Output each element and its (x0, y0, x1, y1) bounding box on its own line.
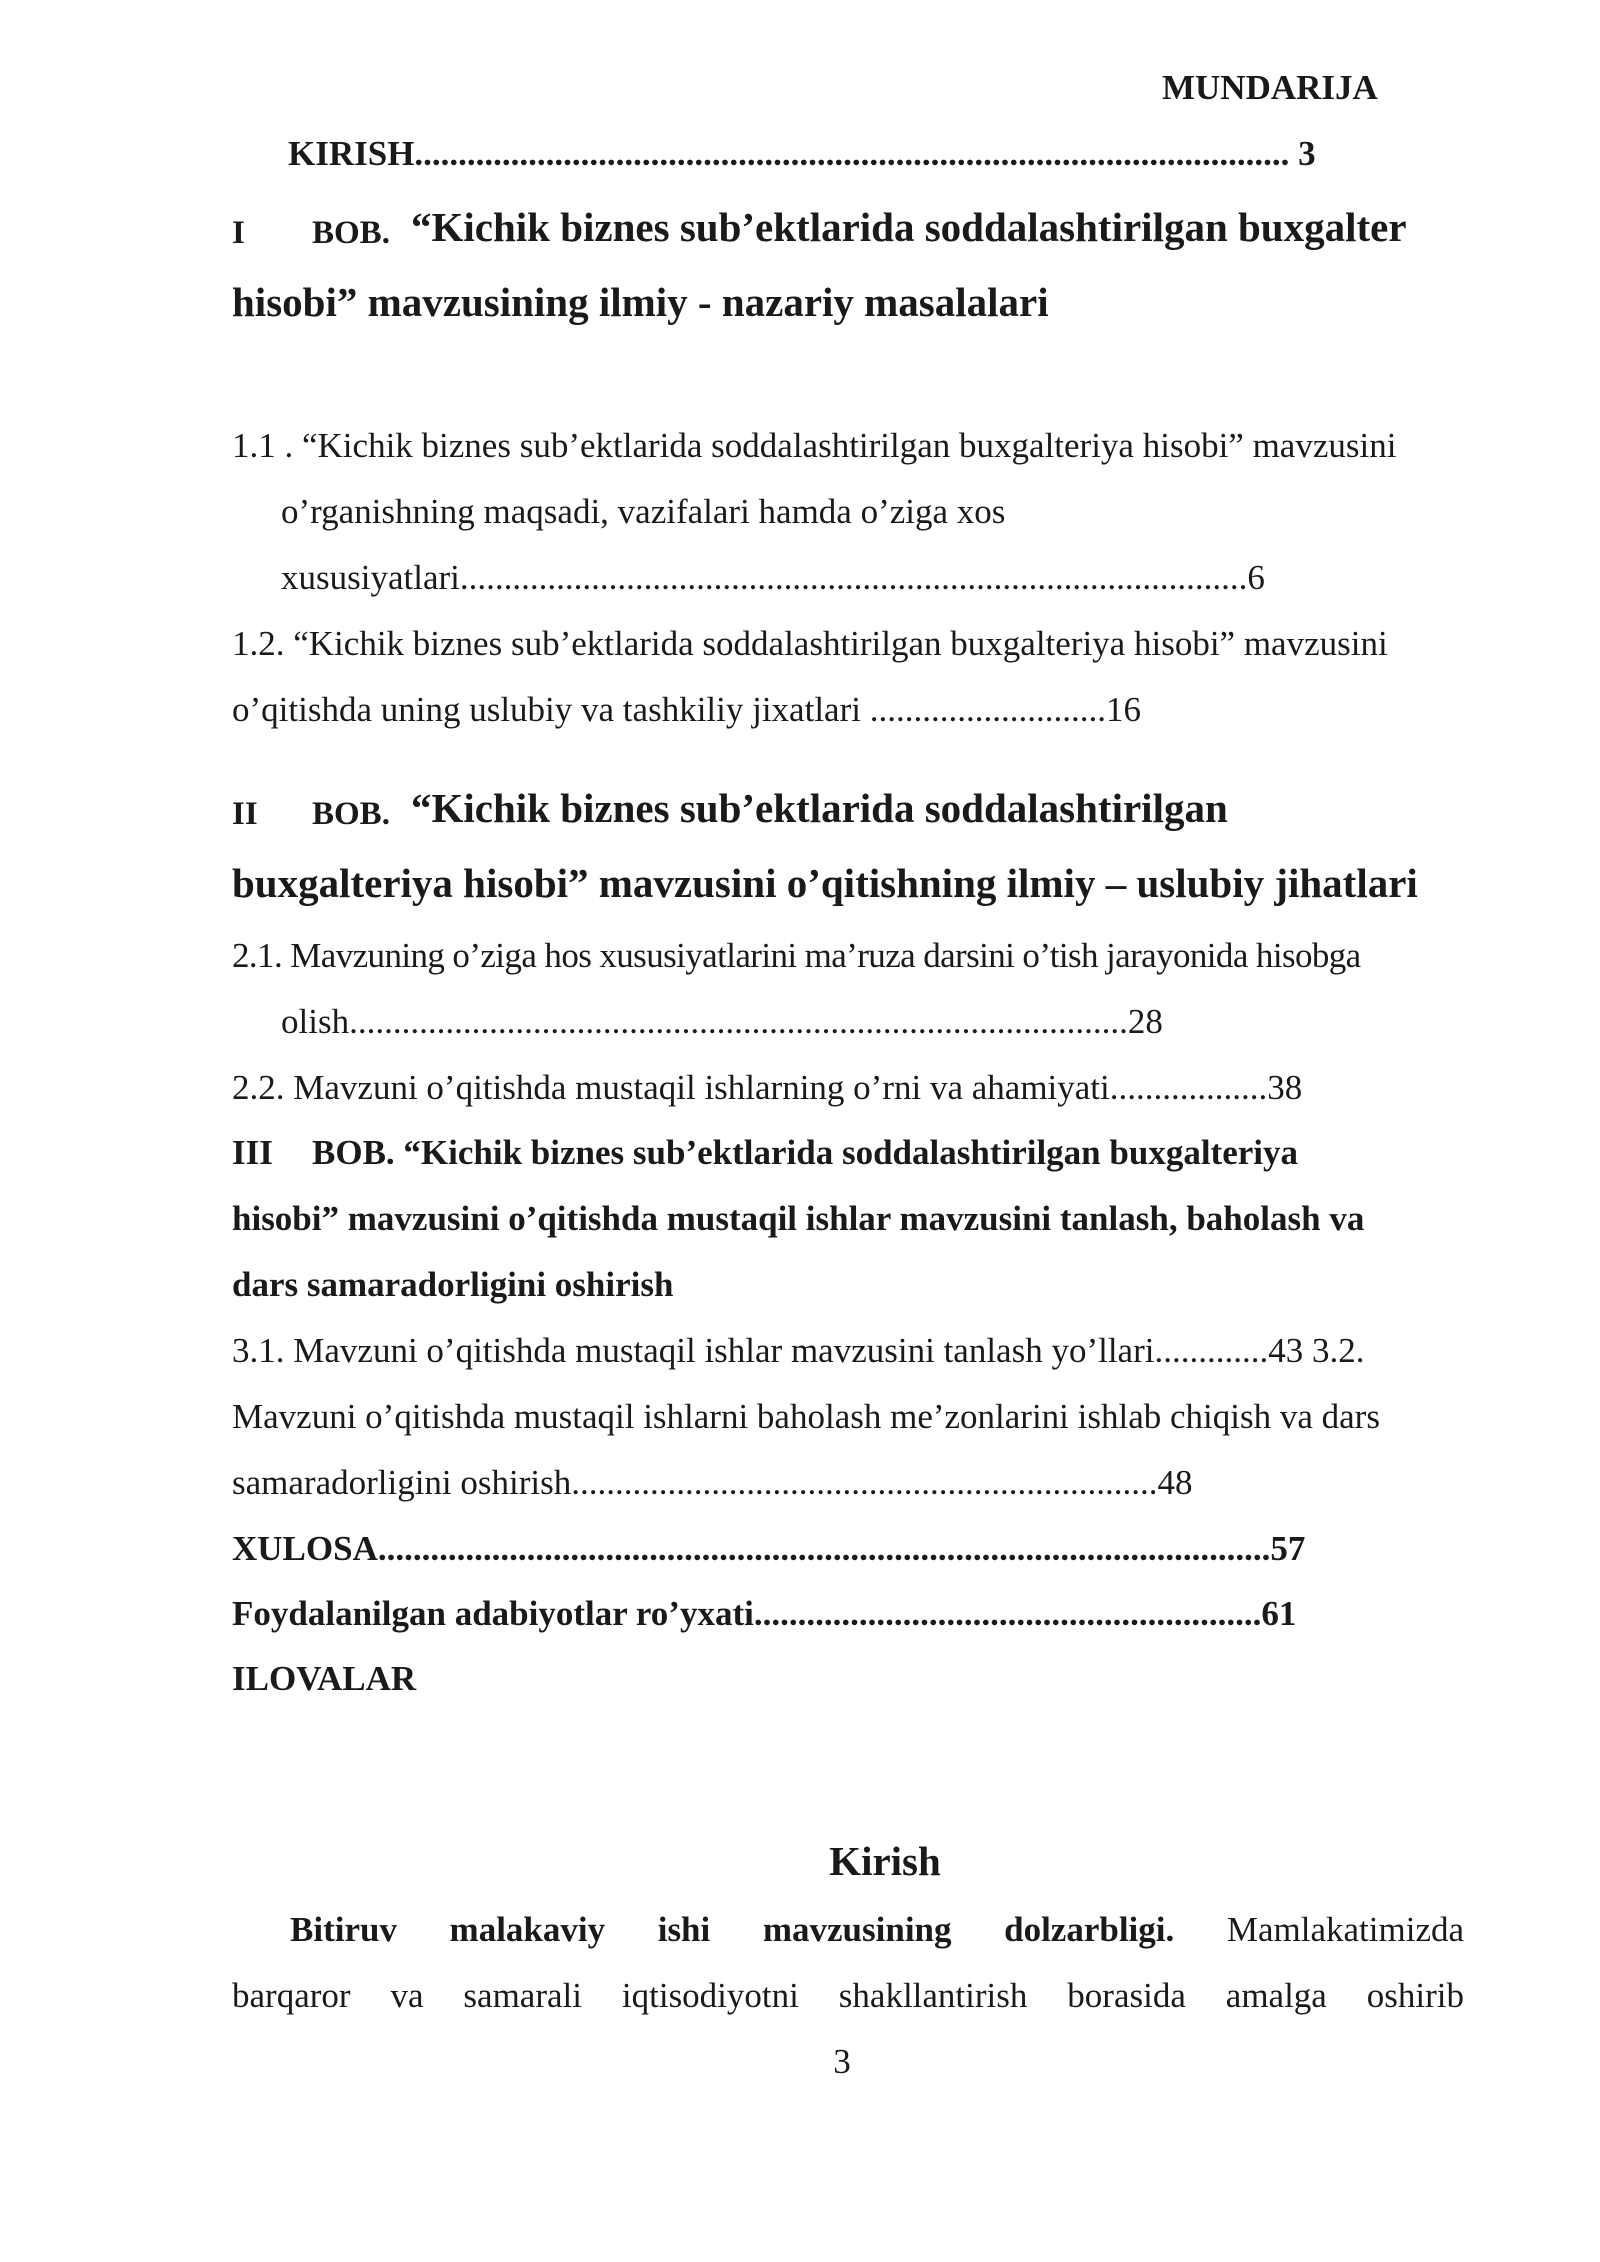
introduction-paragraph-line-1 (290, 1908, 1464, 1952)
chapter-3-title-line-3[interactable]: dars samaradorligini oshirish (232, 1265, 674, 1304)
introduction-paragraph-line-2: barqaror va samarali iqtisodiyotni shakllantirish borasida amalga oshirib (232, 1976, 1464, 2015)
relevance-heading: Bitiruv malakaviy ishi mavzusining dolzarbligi. (290, 1910, 1175, 1949)
introduction-title: Kirish (829, 1838, 941, 1884)
toc-entry-1-1-line-3[interactable]: xususiyatlari..........................................................................................6 (281, 558, 1265, 597)
toc-entry-1-2-line-1[interactable]: 1.2. “Kichik biznes sub’ektlarida soddalashtirilgan buxgalteriya hisobi” mavzusini (232, 624, 1388, 663)
toc-entry-2-1-line-2[interactable]: olish.........................................................................................28 (281, 1002, 1163, 1041)
toc-entry-1-1-line-1[interactable]: 1.1 . “Kichik biznes sub’ektlarida soddalashtirilgan buxgalteriya hisobi” mavzusini (232, 426, 1397, 465)
chapter-3-title-line-2[interactable]: hisobi” mavzusini o’qitishda mustaqil ishlar mavzusini tanlash, baholash va (232, 1199, 1365, 1238)
toc-entry-conclusion[interactable]: XULOSA......................................................................................................57 (232, 1529, 1306, 1568)
chapter-1-title-line-1[interactable]: “Kichik biznes sub’ektlarida soddalashtirilgan buxgalter (411, 204, 1407, 250)
chapter-1-title-line-2[interactable]: hisobi” mavzusining ilmiy - nazariy masalalari (232, 279, 1049, 325)
chapter-3-number: III (232, 1133, 273, 1172)
chapter-2-title-line-2[interactable]: buxgalteriya hisobi” mavzusini o’qitishning ilmiy – uslubiy jihatlari (232, 860, 1418, 906)
toc-entry-2-2[interactable]: 2.2. Mavzuni o’qitishda mustaqil ishlarning o’rni va ahamiyati..................38 (232, 1068, 1303, 1107)
toc-entry-appendices[interactable]: ILOVALAR (232, 1659, 417, 1698)
chapter-1-number: I (232, 215, 245, 251)
page-number: 3 (833, 2042, 851, 2081)
toc-entry-1-1-line-2[interactable]: o’rganishning maqsadi, vazifalari hamda o’ziga xos (281, 492, 1006, 531)
toc-entry-references[interactable]: Foydalanilgan adabiyotlar ro’yxati..........................................................61 (232, 1594, 1297, 1633)
toc-heading: MUNDARIJA (1162, 68, 1378, 107)
toc-entry-3-1-line-2[interactable]: Mavzuni o’qitishda mustaqil ishlarni baholash me’zonlarini ishlab chiqish va dars (232, 1397, 1380, 1436)
chapter-3-title-line-1[interactable]: BOB. “Kichik biznes sub’ektlarida soddalashtirilgan buxgalteriya (312, 1133, 1298, 1172)
paragraph-text: Mamlakatimizda (1226, 1910, 1465, 1949)
toc-entry-2-1-line-1[interactable]: 2.1. Mavzuning o’ziga hos xususiyatlarini ma’ruza darsini o’tish jarayonida hisobga (232, 936, 1361, 975)
chapter-2-bob-label: BOB. (312, 796, 390, 832)
chapter-2-number: II (232, 796, 258, 832)
chapter-1-bob-label: BOB. (312, 215, 390, 251)
chapter-2-title-line-1[interactable]: “Kichik biznes sub’ektlarida soddalashtirilgan (411, 785, 1228, 831)
toc-entry-introduction[interactable]: KIRISH.................................................................................................... 3 (288, 134, 1316, 173)
toc-entry-3-1-line-3[interactable]: samaradorligini oshirish...................................................................48 (232, 1463, 1193, 1502)
toc-entry-3-1-line-1[interactable]: 3.1. Mavzuni o’qitishda mustaqil ishlar mavzusini tanlash yo’llari.............43 3.2. (232, 1331, 1365, 1370)
toc-entry-1-2-line-2[interactable]: o’qitishda uning uslubiy va tashkiliy jixatlari ...........................16 (232, 690, 1141, 729)
